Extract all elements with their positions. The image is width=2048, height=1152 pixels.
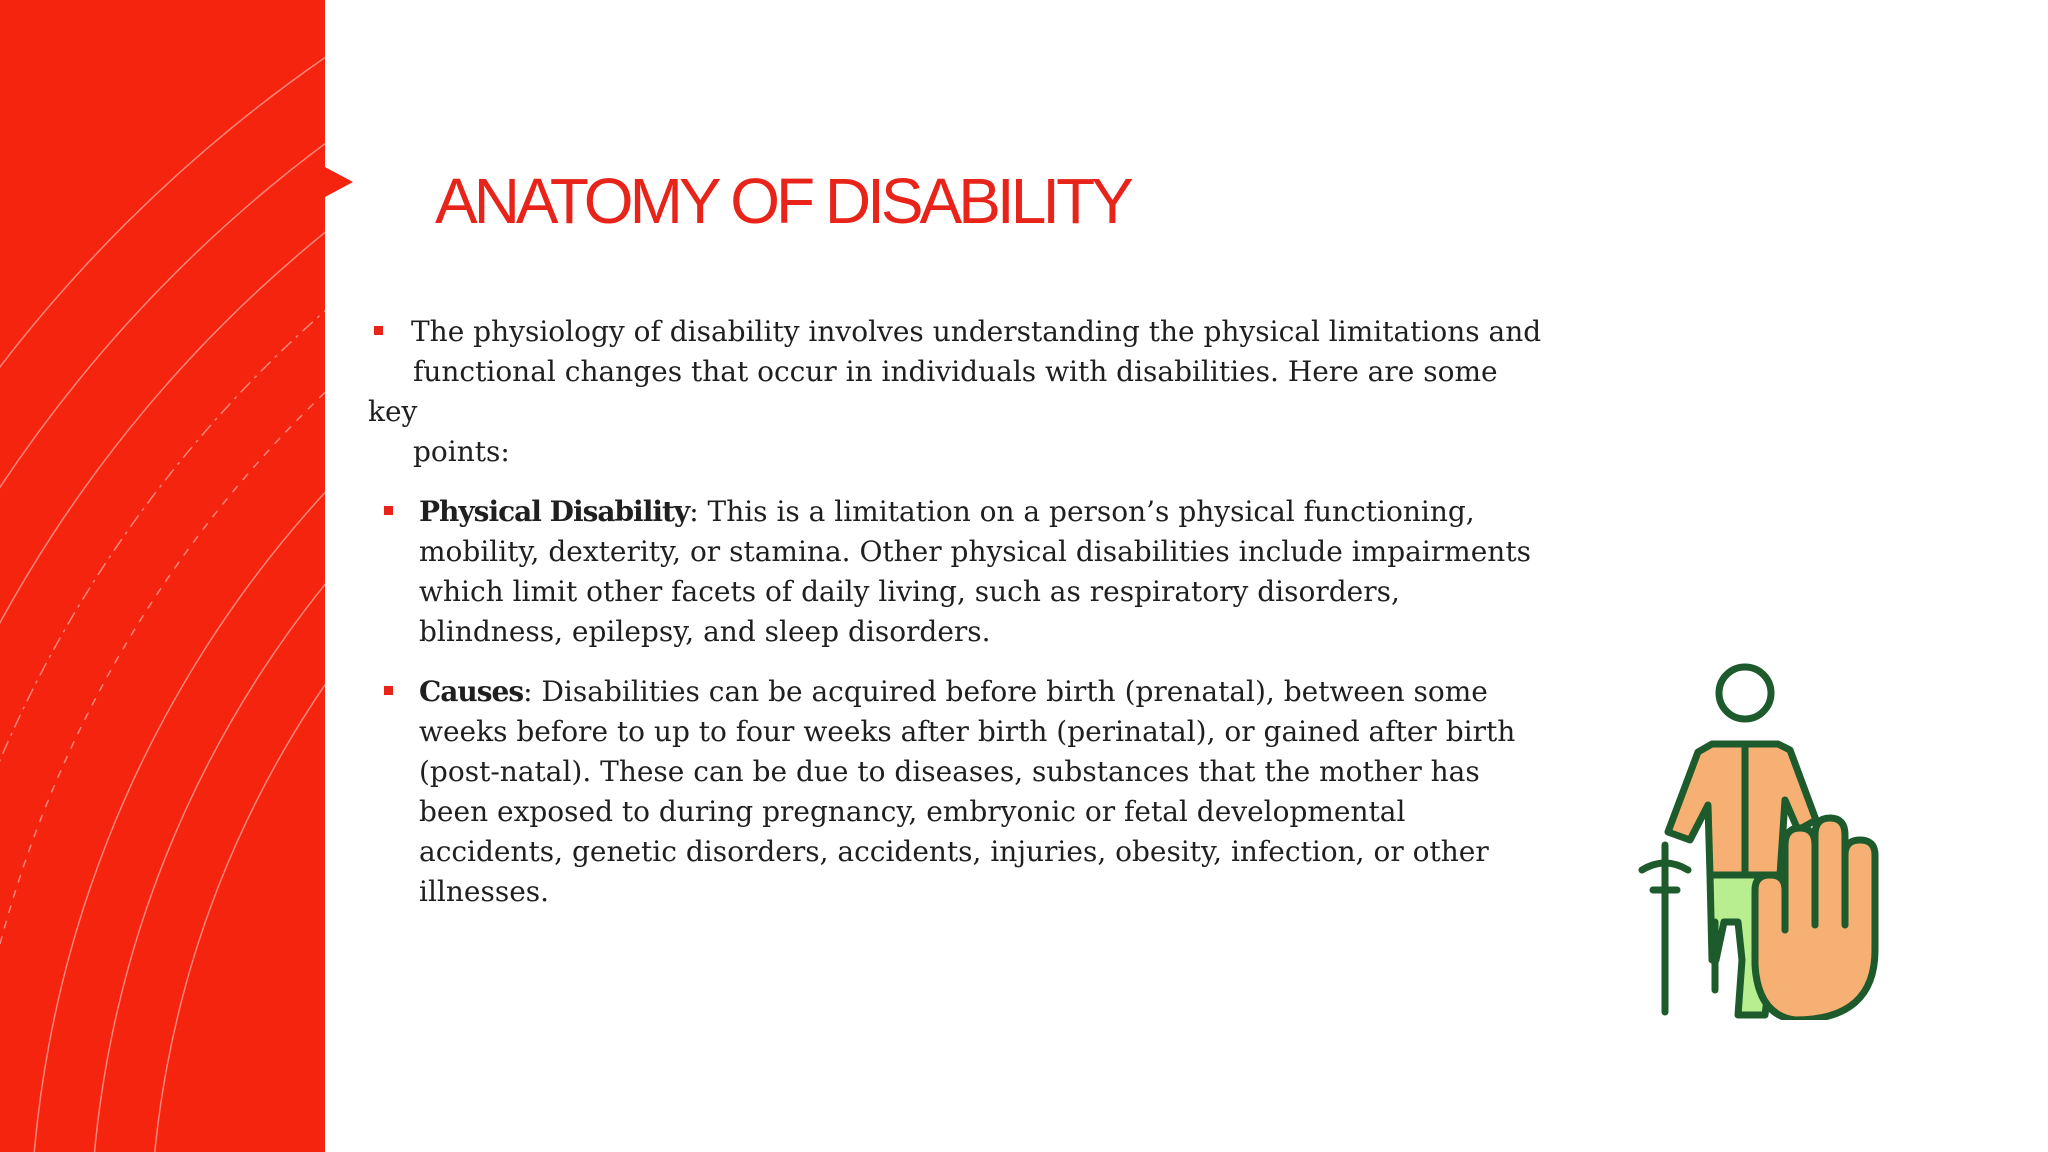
intro-paragraph [368, 312, 1548, 472]
square-bullet-icon [374, 326, 383, 335]
intro-line: points: [413, 435, 510, 468]
square-bullet-icon [384, 686, 393, 695]
intro-line: The physiology of disability involves understanding the physical limitations and [411, 315, 1542, 348]
square-bullet-icon [384, 506, 393, 515]
decorative-arcs [0, 0, 325, 1152]
intro-line: key [368, 395, 418, 428]
band-arrow-notch [325, 167, 353, 197]
point-physical-disability [368, 492, 1548, 652]
point-causes [368, 672, 1548, 912]
slide-body [368, 312, 1548, 912]
decorative-red-band [0, 0, 325, 1152]
point-term: Physical Disability [419, 495, 690, 528]
slide-title: ANATOMY OF DISABILITY [435, 165, 1130, 237]
person-with-crutch-and-raised-hand-icon [1620, 660, 1910, 1020]
intro-line: functional changes that occur in individuals with disabilities. Here are some [413, 355, 1498, 388]
point-term: Causes [419, 675, 524, 708]
point-text: : Disabilities can be acquired before birth (prenatal), between some weeks before to up to four weeks after birth (perinatal), or gained after birth (post-natal). These can be due to diseases, substances that the mother has been exposed to during pregnancy, embryonic or fetal developmental accidents, genetic disorders, accidents, injuries, obesity, infection, or other illnesses. [419, 675, 1516, 908]
point-text: : This is a limitation on a person’s physical functioning, mobility, dexterity, or stamina. Other physical disabilities include impairments which limit other facets of daily living, such as respiratory disorders, blindness, epilepsy, and sleep disorders. [419, 495, 1531, 648]
